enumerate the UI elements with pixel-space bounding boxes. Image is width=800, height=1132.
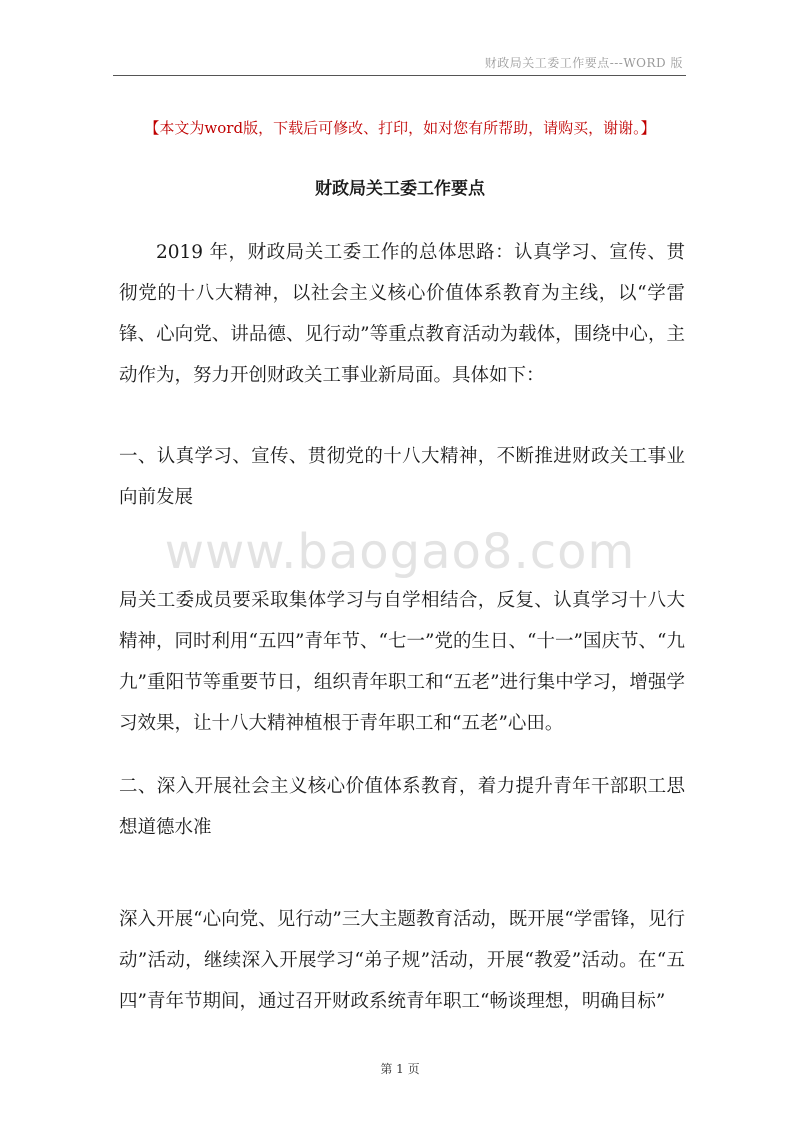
page-number: 第 1 页	[380, 1062, 420, 1076]
document-title: 财政局关工委工作要点	[315, 179, 485, 199]
watermark: www.baogao8.com	[164, 524, 636, 580]
section-2-heading: 二、深入开展社会主义核心价值体系教育，着力提升青年干部职工思想道德水准	[119, 776, 685, 838]
intro-paragraph: 2019 年，财政局关工委工作的总体思路：认真学习、宣传、贯彻党的十八大精神，以社会主义核心价值体系教育为主线，以“学雷锋、心向党、讲品德、见行动”等重点教育活动为载体，围绕中心，主动作为，努力开创财政关工事业新局面。具体如下：	[119, 242, 685, 386]
running-header: 财政局关工委工作要点---WORD 版	[484, 56, 683, 70]
section-2-body: 深入开展“心向党、见行动”三大主题教育活动，既开展“学雷锋，见行动”活动，继续深入开展学习“弟子规”活动，开展“教爱”活动。在“五四”青年节期间，通过召开财政系统青年职工“畅谈理想，明确目标”	[119, 909, 685, 1012]
purchase-notice: 【本文为word版，下载后可修改、打印，如对您有所帮助，请购买，谢谢。】	[144, 119, 656, 137]
header-divider	[113, 75, 686, 76]
section-1-heading: 一、认真学习、宣传、贯彻党的十八大精神，不断推进财政关工事业向前发展	[119, 446, 685, 508]
section-1-body: 局关工委成员要采取集体学习与自学相结合，反复、认真学习十八大精神，同时利用“五四”青年节、“七一”党的生日、“十一”国庆节、“九九”重阳节等重要节日，组织青年职工和“五老”进行集中学习，增强学习效果，让十八大精神植根于青年职工和“五老”心田。	[119, 590, 685, 734]
